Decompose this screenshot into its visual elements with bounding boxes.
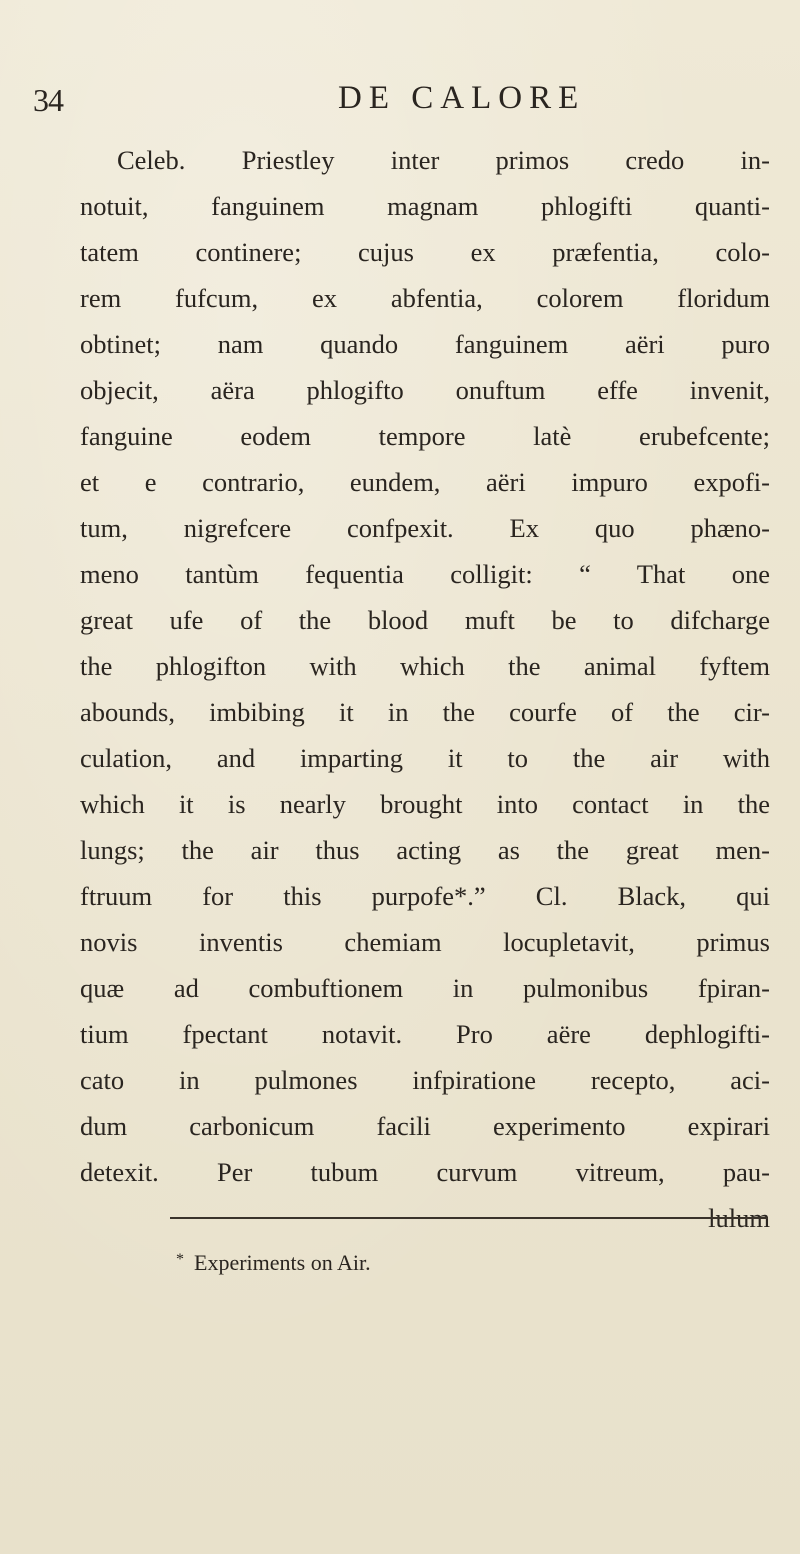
footnote-marker: * xyxy=(176,1251,184,1268)
text-line: detexit. Per tubum curvum vitreum, pau- xyxy=(80,1157,770,1187)
text-line: novis inventis chemiam locupletavit, primus xyxy=(80,927,770,957)
text-line: tium fpectant notavit. Pro aëre dephlogifti- xyxy=(80,1019,770,1049)
text-line: tum, nigrefcere confpexit. Ex quo phæno- xyxy=(80,513,770,543)
page-header xyxy=(0,80,800,130)
text-line: ftruum for this purpofe*.” Cl. Black, qui xyxy=(80,881,770,911)
footnote xyxy=(176,1247,371,1276)
page-number: 34 xyxy=(33,82,63,118)
text-line: et e contrario, eundem, aëri impuro expofi- xyxy=(80,467,770,497)
catchword: lulum xyxy=(708,1203,770,1233)
text-line: dum carbonicum facili experimento expirari xyxy=(80,1111,770,1141)
text-line: lungs; the air thus acting as the great men- xyxy=(80,835,770,865)
text-line: abounds, imbibing it in the courfe of the cir- xyxy=(80,697,770,727)
text-line: rem fufcum, ex abfentia, colorem floridum xyxy=(80,283,770,313)
body-text xyxy=(80,137,770,1241)
text-line: quæ ad combuftionem in pulmonibus fpiran- xyxy=(80,973,770,1003)
text-line: fanguine eodem tempore latè erubefcente; xyxy=(80,421,770,451)
running-title: DE CALORE xyxy=(338,80,586,116)
text-line: tatem continere; cujus ex præfentia, colo- xyxy=(80,237,770,267)
footnote-rule xyxy=(170,1217,768,1219)
text-line: objecit, aëra phlogifto onuftum effe invenit, xyxy=(80,375,770,405)
text-line: meno tantùm fequentia colligit: “ That one xyxy=(80,559,770,589)
text-line: which it is nearly brought into contact in the xyxy=(80,789,770,819)
text-line: culation, and imparting it to the air with xyxy=(80,743,770,773)
text-line: obtinet; nam quando fanguinem aëri puro xyxy=(80,329,770,359)
text-line: the phlogifton with which the animal fyftem xyxy=(80,651,770,681)
footnote-text: Experiments on Air. xyxy=(194,1250,371,1275)
text-line: Celeb. Priestley inter primos credo in- xyxy=(117,145,770,175)
text-line: great ufe of the blood muft be to difcharge xyxy=(80,605,770,635)
text-line: cato in pulmones infpiratione recepto, aci- xyxy=(80,1065,770,1095)
text-line: notuit, fanguinem magnam phlogifti quanti- xyxy=(80,191,770,221)
